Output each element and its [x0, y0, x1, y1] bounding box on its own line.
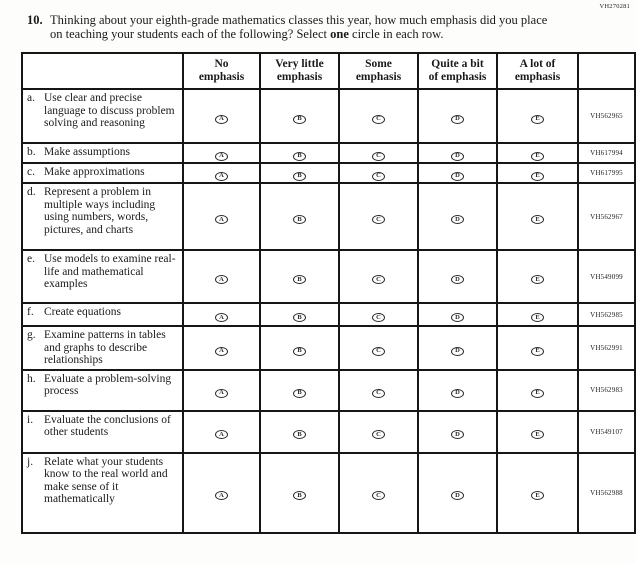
row-label [22, 89, 183, 143]
table-row [22, 89, 635, 143]
table-row [22, 411, 635, 453]
table-row [22, 183, 635, 250]
response-circle[interactable]: A [215, 491, 228, 500]
column-header-some-emphasis: Some emphasis [339, 53, 418, 89]
row-letter: g. [27, 329, 36, 341]
response-circle[interactable]: B [293, 275, 306, 284]
response-circle[interactable]: D [451, 172, 464, 181]
response-circle[interactable]: D [451, 215, 464, 224]
response-circle[interactable]: E [531, 313, 544, 322]
row-label [22, 163, 183, 183]
response-circle[interactable]: B [293, 430, 306, 439]
response-circle[interactable]: A [215, 313, 228, 322]
response-circle[interactable]: E [531, 430, 544, 439]
row-label [22, 183, 183, 250]
row-label [22, 453, 183, 533]
row-letter: i. [27, 413, 34, 426]
item-code: VH562985 [578, 303, 635, 326]
question [0, 0, 636, 41]
row-label-text: Use models to examine real-life and mathematical examples [44, 253, 176, 290]
response-circle[interactable]: E [531, 115, 544, 124]
question-text-bold: one [330, 27, 349, 41]
response-circle[interactable]: B [293, 115, 306, 124]
table-row [22, 370, 635, 411]
row-letter: h. [27, 372, 36, 385]
question-text [50, 13, 558, 41]
page-item-code: VH270281 [599, 3, 630, 10]
response-circle[interactable]: B [293, 491, 306, 500]
row-letter: a. [27, 92, 35, 104]
response-circle[interactable]: D [451, 491, 464, 500]
row-label-text: Evaluate the conclusions of other students [44, 413, 171, 438]
response-circle[interactable]: D [451, 389, 464, 398]
response-circle[interactable]: A [215, 389, 228, 398]
row-label-text: Examine patterns in tables and graphs to describe relationships [44, 329, 166, 366]
item-code: VH562965 [578, 89, 635, 143]
row-letter: d. [27, 186, 36, 198]
response-circle[interactable]: C [372, 152, 385, 161]
response-circle[interactable]: A [215, 347, 228, 356]
column-header-no-emphasis: No emphasis [183, 53, 260, 89]
response-circle[interactable]: C [372, 430, 385, 439]
row-label-text: Make approximations [44, 166, 145, 178]
response-circle[interactable]: E [531, 389, 544, 398]
response-circle[interactable]: B [293, 313, 306, 322]
header-row [22, 53, 635, 89]
row-label-text: Relate what your students know to the real world and make sense of it mathematically [44, 455, 168, 505]
item-code: VH549107 [578, 411, 635, 453]
item-code: VH617994 [578, 143, 635, 163]
question-text-pre: Thinking about your eighth-grade mathematics classes this year, how much emphasis did you place on teaching your students each of the following? Select [50, 13, 548, 41]
table-row [22, 163, 635, 183]
response-circle[interactable]: C [372, 172, 385, 181]
response-circle[interactable]: E [531, 491, 544, 500]
response-circle[interactable]: D [451, 152, 464, 161]
table-row [22, 453, 635, 533]
response-circle[interactable]: A [215, 215, 228, 224]
response-circle[interactable]: E [531, 275, 544, 284]
row-letter: c. [27, 166, 35, 178]
response-circle[interactable]: D [451, 347, 464, 356]
response-circle[interactable]: D [451, 430, 464, 439]
row-label [22, 370, 183, 411]
item-code: VH617995 [578, 163, 635, 183]
row-letter: e. [27, 253, 35, 265]
item-code: VH562991 [578, 326, 635, 370]
item-code: VH562983 [578, 370, 635, 411]
row-label-text: Create equations [44, 306, 121, 318]
row-letter: b. [27, 146, 36, 158]
response-circle[interactable]: A [215, 275, 228, 284]
row-label [22, 326, 183, 370]
table-row [22, 250, 635, 303]
response-circle[interactable]: C [372, 115, 385, 124]
table-row [22, 143, 635, 163]
row-label [22, 303, 183, 326]
response-circle[interactable]: B [293, 389, 306, 398]
row-letter: j. [27, 455, 34, 468]
header-code-spacer [578, 53, 635, 89]
row-label-text: Represent a problem in multiple ways including using numbers, words, pictures, and charts [44, 186, 156, 236]
response-circle[interactable]: A [215, 115, 228, 124]
response-circle[interactable]: E [531, 152, 544, 161]
question-text-post: circle in each row. [348, 27, 444, 41]
response-circle[interactable]: A [215, 430, 228, 439]
response-circle[interactable]: C [372, 275, 385, 284]
response-circle[interactable]: D [451, 115, 464, 124]
response-circle[interactable]: D [451, 275, 464, 284]
response-circle[interactable]: C [372, 347, 385, 356]
column-header-a-lot-of-emphasis: A lot of emphasis [497, 53, 578, 89]
header-row-label-spacer [22, 53, 183, 89]
response-circle[interactable]: B [293, 152, 306, 161]
table-row [22, 303, 635, 326]
column-header-quite-a-bit-of-emphasis: Quite a bit of emphasis [418, 53, 497, 89]
table-row [22, 326, 635, 370]
row-label-text: Use clear and precise language to discuss problem solving and reasoning [44, 92, 175, 129]
response-circle[interactable]: A [215, 172, 228, 181]
response-circle[interactable]: C [372, 389, 385, 398]
item-code: VH562967 [578, 183, 635, 250]
response-circle[interactable]: E [531, 347, 544, 356]
response-circle[interactable]: C [372, 313, 385, 322]
item-code: VH562988 [578, 453, 635, 533]
response-circle[interactable]: C [372, 215, 385, 224]
row-label-text: Evaluate a problem-solving process [44, 372, 172, 397]
question-number: 10. [27, 13, 43, 27]
response-circle[interactable]: B [293, 172, 306, 181]
response-circle[interactable]: D [451, 313, 464, 322]
row-label [22, 250, 183, 303]
response-circle[interactable]: B [293, 347, 306, 356]
emphasis-matrix-table [21, 52, 636, 534]
row-label [22, 143, 183, 163]
response-circle[interactable]: B [293, 215, 306, 224]
row-letter: f. [27, 306, 34, 318]
response-circle[interactable]: E [531, 172, 544, 181]
response-circle[interactable]: E [531, 215, 544, 224]
response-circle[interactable]: A [215, 152, 228, 161]
item-code: VH549099 [578, 250, 635, 303]
column-header-very-little-emphasis: Very little emphasis [260, 53, 339, 89]
row-label [22, 411, 183, 453]
row-label-text: Make assumptions [44, 146, 130, 158]
response-circle[interactable]: C [372, 491, 385, 500]
